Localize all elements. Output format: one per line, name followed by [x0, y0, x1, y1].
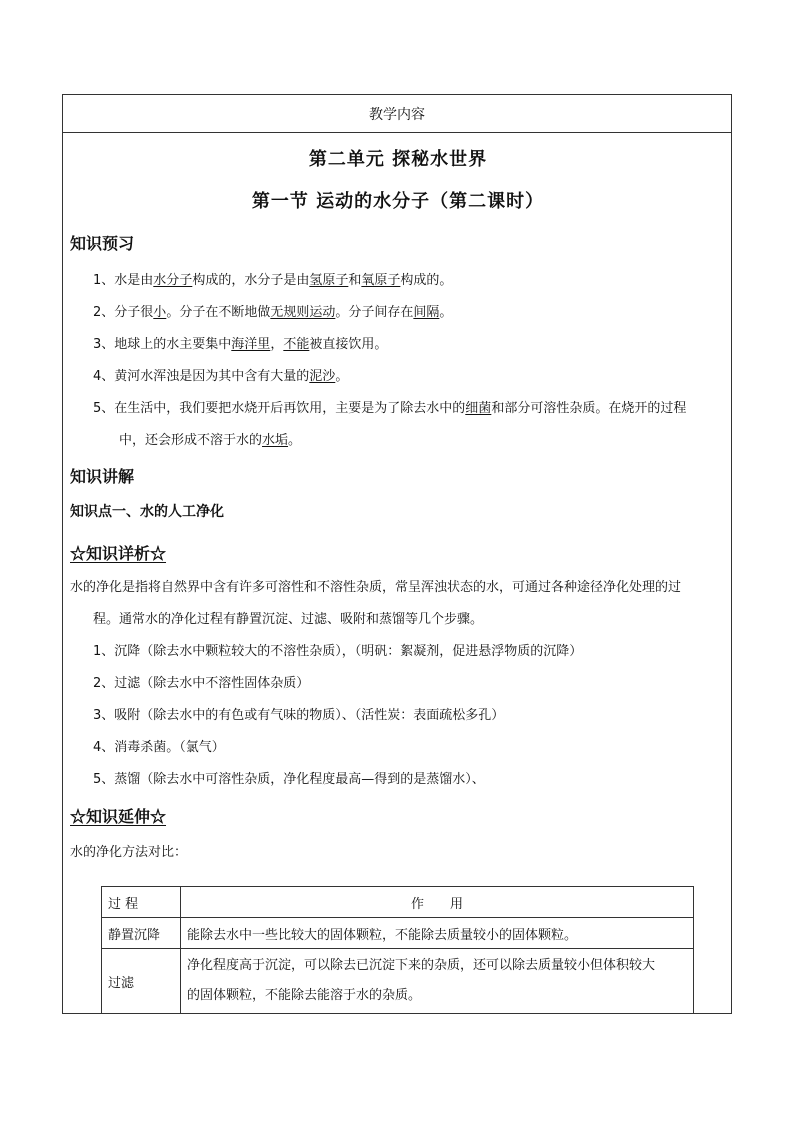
- preview-item-5-cont: 中，还会形成不溶于水的水垢。: [119, 433, 302, 448]
- effect-line: 净化程度高于沉淀，可以除去已沉淀下来的杂质，还可以除去质量较小但体积较大: [187, 958, 656, 973]
- explain-heading: 知识讲解: [70, 467, 135, 486]
- table-row: [102, 918, 694, 949]
- effect-cell: 能除去水中一些比较大的固体颗粒，不能除去质量较小的固体颗粒。: [181, 918, 694, 949]
- process-cell: 过滤: [102, 949, 181, 1014]
- preview-item-1: 1、水是由水分子构成的，水分子是由氢原子和氧原子构成的。: [93, 273, 453, 288]
- point-1-heading: 知识点一、水的人工净化: [70, 504, 224, 520]
- header-cell: 教学内容: [63, 95, 731, 133]
- process-cell: 静置沉降: [102, 918, 181, 949]
- effect-line: 的固体颗粒，不能除去能溶于水的杂质。: [187, 988, 422, 1003]
- table-header-effect: 作 用: [181, 887, 694, 918]
- step-1: 1、沉降（除去水中颗粒较大的不溶性杂质），（明矾：絮凝剂，促进悬浮物质的沉降）: [93, 644, 583, 659]
- purification-para-line-2: 程。通常水的净化过程有静置沉淀、过滤、吸附和蒸馏等几个步骤。: [93, 612, 484, 627]
- purification-compare-table: [101, 886, 694, 1014]
- preview-item-2: 2、分子很小。分子在不断地做无规则运动。分子间存在间隔。: [93, 305, 453, 320]
- preview-item-3: 3、地球上的水主要集中海洋里，不能被直接饮用。: [93, 337, 388, 352]
- effect-cell: [181, 949, 694, 1014]
- step-2: 2、过滤（除去水中不溶性固体杂质）: [93, 676, 310, 691]
- step-5: 5、蒸馏（除去水中可溶性杂质，净化程度最高—得到的是蒸馏水）、: [93, 772, 485, 787]
- table-header-process: 过 程: [102, 887, 181, 918]
- unit-title: 第二单元 探秘水世界: [308, 149, 488, 170]
- preview-heading: 知识预习: [70, 234, 135, 253]
- extend-heading: ☆知识延伸☆: [70, 807, 167, 826]
- preview-item-4: 4、黄河水浑浊是因为其中含有大量的泥沙。: [93, 369, 349, 384]
- preview-item-5: 5、在生活中，我们要把水烧开后再饮用，主要是为了除去水中的细菌和部分可溶性杂质。在烧开的过程: [93, 401, 687, 416]
- step-3: 3、吸附（除去水中的有色或有气味的物质）、（活性炭：表面疏松多孔）: [93, 708, 505, 723]
- lesson-frame: [62, 94, 732, 1014]
- table-header-row: [102, 887, 694, 918]
- purification-para-line-1: 水的净化是指将自然界中含有许多可溶性和不溶性杂质，常呈浑浊状态的水，可通过各种途径净化处理的过: [70, 580, 682, 595]
- table-row: [102, 949, 694, 1014]
- lesson-title: 第一节 运动的水分子（第二课时）: [251, 191, 545, 212]
- step-4: 4、消毒杀菌。（氯气）: [93, 740, 225, 755]
- analysis-heading: ☆知识详析☆: [70, 544, 167, 563]
- compare-label: 水的净化方法对比：: [70, 845, 188, 860]
